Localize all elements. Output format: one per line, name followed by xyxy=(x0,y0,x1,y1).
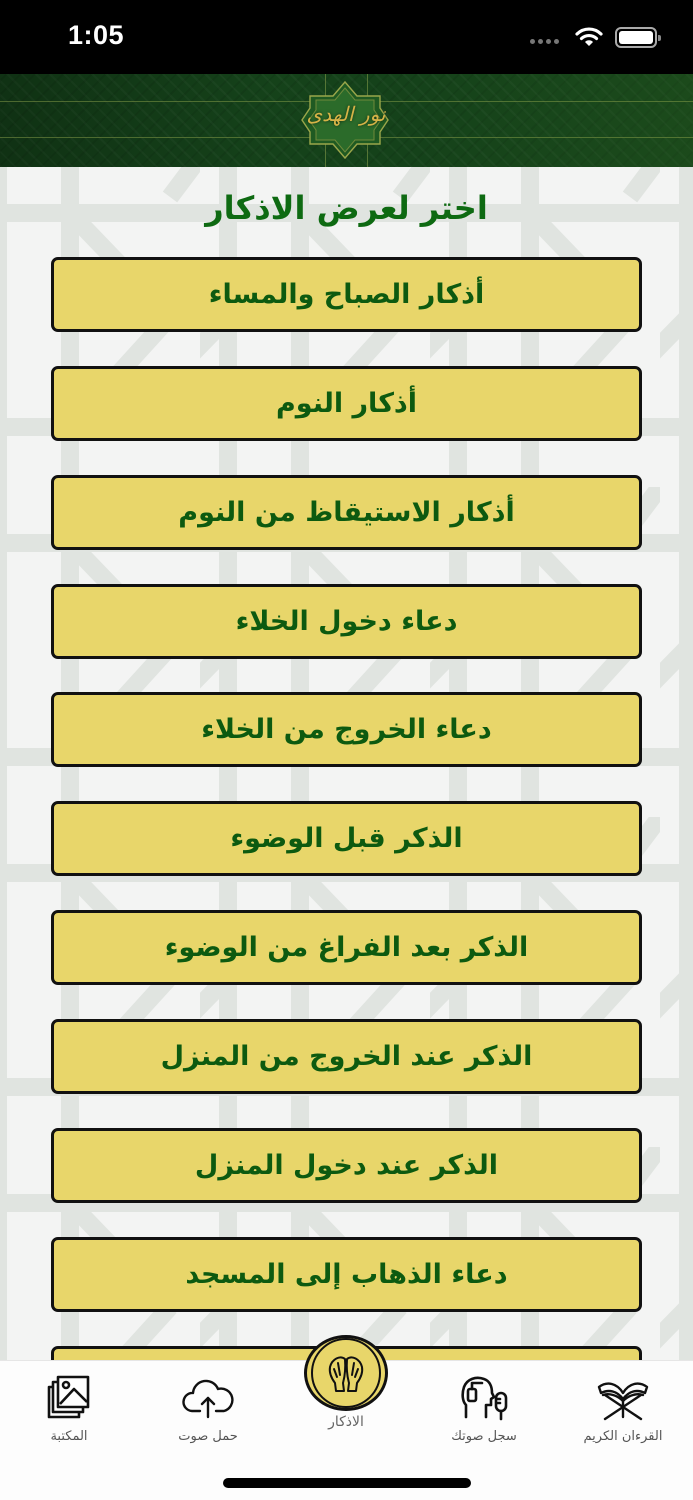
tab-label: المكتبة xyxy=(50,1429,88,1444)
tab-quran[interactable] xyxy=(568,1361,678,1446)
tab-label: الاذكار xyxy=(328,1414,364,1430)
signal-dots-icon xyxy=(530,31,559,44)
item-label: الذكر بعد الفراغ من الوضوء xyxy=(164,932,529,963)
adhkar-item-going-to-mosque[interactable] xyxy=(51,1237,642,1312)
adhkar-item-sleep[interactable] xyxy=(51,366,642,441)
home-indicator[interactable] xyxy=(223,1478,471,1488)
open-quran-icon xyxy=(595,1371,651,1427)
adhkar-item-morning-evening[interactable] xyxy=(51,257,642,332)
tab-upload-audio[interactable] xyxy=(153,1361,263,1446)
tab-library[interactable] xyxy=(14,1361,124,1446)
tab-record-voice[interactable] xyxy=(429,1361,539,1446)
main-content[interactable] xyxy=(0,167,693,1360)
adhkar-item-after-wudu[interactable] xyxy=(51,910,642,985)
status-bar xyxy=(0,0,693,74)
header-banner xyxy=(0,74,693,167)
battery-icon xyxy=(615,27,657,48)
wifi-icon xyxy=(575,26,603,48)
item-label: الذكر عند الخروج من المنزل xyxy=(160,1041,533,1072)
status-time: 1:05 xyxy=(68,20,125,50)
tab-label: سجل صوتك xyxy=(451,1429,517,1444)
page-title: اختر لعرض الاذكار xyxy=(205,189,488,227)
app-logo: نور الهدى xyxy=(306,102,386,126)
adhkar-item-enter-toilet[interactable] xyxy=(51,584,642,659)
tab-label: حمل صوت xyxy=(178,1429,238,1444)
status-icons xyxy=(530,26,657,48)
item-label: أذكار النوم xyxy=(275,388,418,419)
item-label: دعاء الذهاب إلى المسجد xyxy=(185,1259,508,1290)
adhkar-item-entering-home[interactable] xyxy=(51,1128,642,1203)
record-voice-icon xyxy=(456,1371,512,1427)
praying-hands-icon xyxy=(320,1347,372,1399)
item-label: أذكار الاستيقاظ من النوم xyxy=(178,497,515,528)
item-label: أذكار الصباح والمساء xyxy=(208,279,485,310)
adhkar-item-exit-toilet[interactable] xyxy=(51,692,642,767)
adhkar-item-before-wudu[interactable] xyxy=(51,801,642,876)
adhkar-item-leaving-home[interactable] xyxy=(51,1019,642,1094)
item-label: دعاء الخروج من الخلاء xyxy=(201,714,492,745)
item-label: الذكر عند دخول المنزل xyxy=(194,1150,499,1181)
item-label: الذكر قبل الوضوء xyxy=(230,823,463,854)
adhkar-item-waking[interactable] xyxy=(51,475,642,550)
tab-label: القرءان الكريم xyxy=(583,1429,663,1444)
cloud-upload-icon xyxy=(180,1371,236,1427)
tab-adhkar[interactable] xyxy=(291,1335,401,1430)
item-label: دعاء دخول الخلاء xyxy=(235,606,458,637)
adhkar-badge xyxy=(304,1335,388,1411)
gallery-icon xyxy=(41,1371,97,1427)
